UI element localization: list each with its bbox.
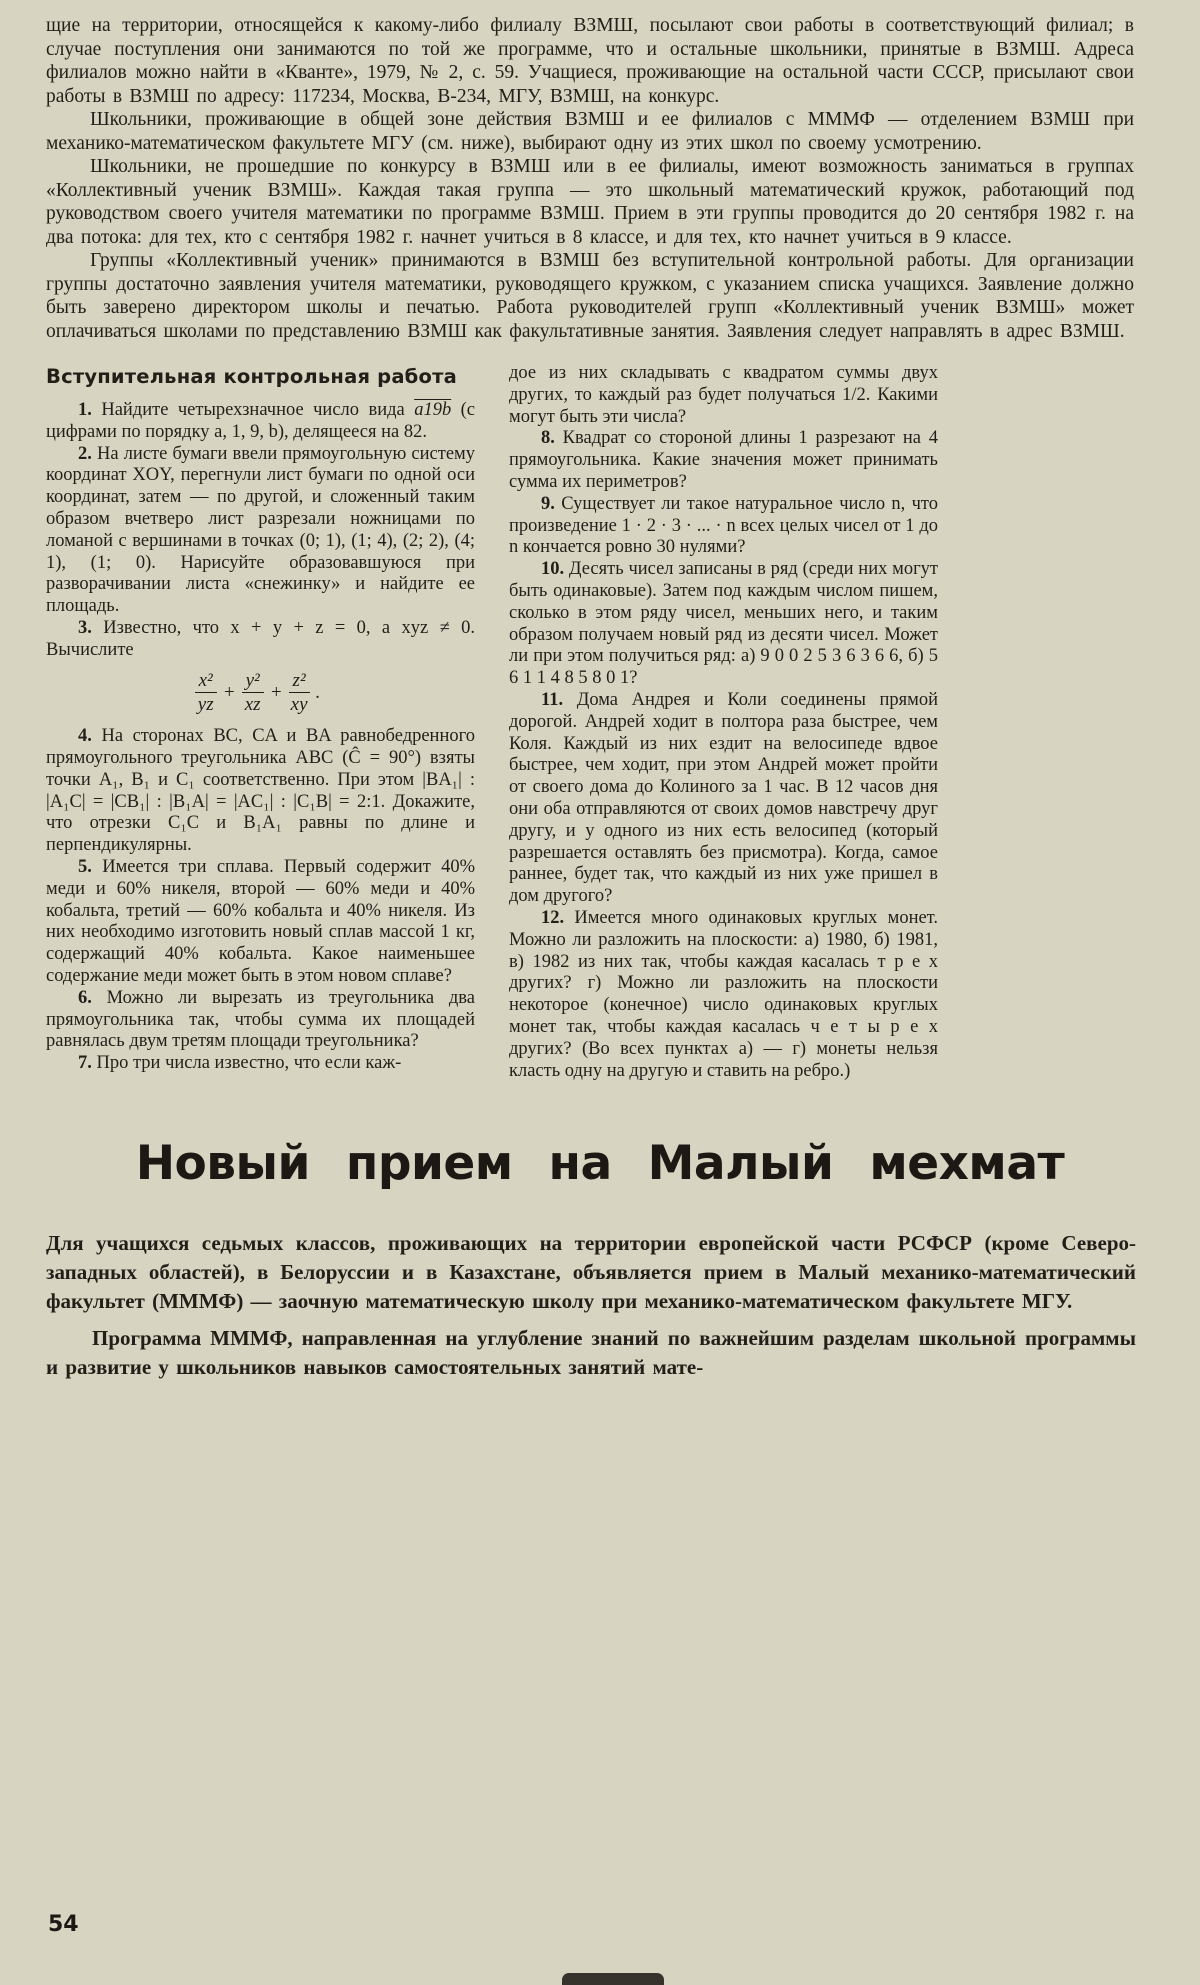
- problem-5-text: Имеется три сплава. Первый содержит 40% меди и 60% никеля, второй — 60% меди и 40% кобальта, третий — 60% кобальта и 40% никеля. Из них необходимо изготовить новый сплав массой 1 кг, содержащий 40% кобальта. Какое наименьшее содержание меди может быть в этом новом сплаве?: [46, 857, 476, 987]
- problem-12: [509, 908, 938, 1082]
- exam-section: [46, 363, 938, 1082]
- fraction-1-denominator: yz: [197, 694, 214, 716]
- problem-7-start: [46, 1053, 475, 1075]
- problem-9-text: Существует ли такое натуральное число n, что произведение 1 · 2 · 3 · ... · n всех целых чисел от 1 до n кончается ровно 30 нулями?: [509, 493, 938, 558]
- problem-1-text-continued: (с цифрами по порядку a, 1, 9, b), делящееся на 82.: [46, 400, 476, 442]
- problem-5-number: 5.: [78, 857, 92, 878]
- problem-6-text: Можно ли вырезать из треугольника два прямоугольника так, чтобы сумма их площадей равнялась двум третям площади треугольника?: [46, 987, 475, 1052]
- exam-right-column: [509, 363, 938, 1082]
- scan-artifact: [562, 1973, 664, 1985]
- intro-paragraph-2: Школьники, проживающие в общей зоне действия ВЗМШ и ее филиалов с МММФ — отделением ВЗМШ при механико-математическом факультете МГУ (см. ниже), выбирают одну из этих школ по своему усмотрению.: [46, 109, 1134, 154]
- problem-7-continuation: дое из них складывать с квадратом суммы двух других, то каждый раз будет получаться 1/2. Какими могут быть эти числа?: [509, 363, 938, 427]
- formula-period: .: [315, 681, 321, 703]
- problem-11-text: Дома Андрея и Коли соединены прямой дорогой. Андрей ходит в полтора раза быстрее, чем Коля. Каждый из них ездит на велосипеде вдвое быстрее, чем ходит, при этом Андрей может пройти от своего дома до Колиного за 1 час. В 12 часов дня они оба отправляются от своих домов навстречу друг другу, и у одного из них есть велосипед (который разрешается оставлять без присмотра). Когда, самое раннее, будет так, что каждый из них уже пришел в дом другого?: [509, 689, 938, 907]
- plus-operator: +: [222, 681, 236, 703]
- problem-8-number: 8.: [541, 428, 555, 449]
- fraction-1: [195, 670, 217, 717]
- problem-3-number: 3.: [78, 617, 92, 638]
- problem-10: [509, 559, 938, 690]
- announcement-paragraph-2: Программа МММФ, направленная на углубление знаний по важнейшим разделам школьной программы и развитие у школьников навыков самостоятельных занятий мате-: [46, 1326, 1136, 1380]
- problem-7-text: Про три числа известно, что если каж-: [96, 1053, 402, 1074]
- exam-heading: Вступительная контрольная работа: [46, 365, 457, 388]
- intro-section: [46, 14, 1134, 343]
- problem-6: [46, 988, 475, 1053]
- problem-2-text: На листе бумаги ввели прямоугольную систему координат XOY, перегнули лист бумаги по одной оси координат, затем — по другой, и сложенный таким образом вчетверо лист разрезали ножницами по ломаной с вершинами в точках (0; 1), (1; 4), (2; 2), (4; 1), (1; 0). Нарисуйте образовавшуюся при разворачивании листа «снежинку» и найдите ее площадь.: [46, 443, 476, 617]
- problem-6-number: 6.: [78, 987, 92, 1008]
- problem-5: [46, 857, 475, 988]
- problem-1-text: Найдите четырехзначное число вида: [101, 400, 405, 420]
- page-number: 54: [48, 1912, 79, 1937]
- problem-9: [509, 494, 938, 559]
- problem-12-text: Имеется много одинаковых круглых монет. Можно ли разложить на плоскости: а) 1980, б) 1981, в) 1982 из них так, чтобы каждая касалась т р е х других? г) Можно ли разложить на плоскости некоторое (конечное) число одинаковых круглых монет так, чтобы каждая касалась ч е т ы р е х других? (Во всех пунктах а) — г) монеты нельзя класть одну на другую и ставить на ребро.): [509, 907, 938, 1081]
- announcement-paragraph-1: Для учащихся седьмых классов, проживающих на территории европейской части РСФСР (кроме Северо-западных областей), в Белоруссии и в Казахстане, объявляется прием в Малый механико-математический факультет (МММФ) — заочную математическую школу при механико-математическом факультете МГУ.: [46, 1231, 1136, 1314]
- problem-4-number: 4.: [78, 726, 92, 747]
- problem-12-number: 12.: [541, 907, 565, 928]
- fraction-2: [242, 670, 264, 717]
- fraction-3-numerator: z²: [289, 670, 310, 694]
- problem-1-number: 1.: [78, 400, 92, 420]
- fraction-2-numerator: y²: [242, 670, 264, 694]
- problem-3-formula: [46, 670, 475, 717]
- problem-3: [46, 618, 475, 662]
- intro-paragraph-3: Школьники, не прошедшие по конкурсу в ВЗМШ или в ее филиалы, имеют возможность заниматься в группах «Коллективный ученик ВЗМШ». Каждая такая группа — это школьный математический кружок, работающий под руководством своего учителя математики по программе ВЗМШ. Прием в эти группы проводится до 20 сентября 1982 г. на два потока: для тех, кто с сентября 1982 г. начнет учиться в 8 классе, и для тех, кто начнет учиться в 9 классе.: [46, 156, 1134, 248]
- problem-4-text: На сторонах BC, CA и BA равнобедренного прямоугольного треугольника ABC (Ĉ = 90°) взяты точки A₁, B₁ и C₁ соответственно. При этом |BA₁| : |A₁C| = |CB₁| : |B₁A| = |AC₁| : |C₁B| = 2:1. Докажите, что отрезки C₁C и B₁A₁ равны по длине и перпендикулярны.: [46, 726, 475, 856]
- fraction-3-denominator: xy: [290, 694, 308, 716]
- announcement-section: [46, 1229, 1136, 1382]
- fraction-3: [289, 670, 310, 717]
- problem-3-text: Известно, что x + y + z = 0, а xyz ≠ 0. Вычислите: [46, 617, 475, 660]
- problem-2-number: 2.: [78, 443, 92, 464]
- problem-4: [46, 726, 475, 857]
- announcement-title: Новый прием на Малый мехмат: [135, 1136, 1065, 1192]
- problem-9-number: 9.: [541, 493, 555, 514]
- problem-10-number: 10.: [541, 559, 565, 580]
- problem-1: [46, 400, 475, 444]
- problem-8-text: Квадрат со стороной длины 1 разрезают на 4 прямоугольника. Какие значения может принимать сумма их периметров?: [509, 428, 939, 492]
- problem-11: [509, 690, 938, 908]
- plus-operator: +: [269, 681, 283, 703]
- problem-11-number: 11.: [541, 689, 564, 710]
- problem-7-number: 7.: [78, 1053, 92, 1074]
- fraction-2-denominator: xz: [244, 694, 261, 716]
- problem-1-overlined-number: a19b: [414, 400, 452, 420]
- fraction-1-numerator: x²: [195, 670, 217, 694]
- intro-paragraph-4: Группы «Коллективный ученик» принимаются в ВЗМШ без вступительной контрольной работы. Для организации группы достаточно заявления учителя математики, руководящего кружком, с указанием списка учащихся. Заявление должно быть заверено директором школы и печатью. Работа руководителей групп «Коллективный ученик ВЗМШ» может оплачиваться школами по представлению ВЗМШ как факультативные занятия. Заявления следует направлять в адрес ВЗМШ.: [46, 250, 1134, 342]
- problem-10-text: Десять чисел записаны в ряд (среди них могут быть одинаковые). Затем под каждым числом пишем, сколько в этом ряду чисел, меньших него, и таким образом получаем новый ряд из десяти чисел. Может ли при этом получиться ряд: а) 9 0 0 2 5 3 6 3 6 6, б) 5 6 1 1 4 8 5 8 0 1?: [509, 559, 938, 689]
- problem-2: [46, 444, 475, 618]
- intro-paragraph-1: щие на территории, относящейся к какому-либо филиалу ВЗМШ, посылают свои работы в соответствующий филиал; в случае поступления они занимаются по той же программе, что и остальные школьники, принятые в ВЗМШ. Адреса филиалов можно найти в «Кванте», 1979, № 2, с. 59. Учащиеся, проживающие на остальной части СССР, присылают свои работы в ВЗМШ по адресу: 117234, Москва, В-234, МГУ, ВЗМШ, на конкурс.: [46, 15, 1134, 107]
- problem-8: [509, 428, 938, 493]
- exam-left-column: [46, 363, 475, 1082]
